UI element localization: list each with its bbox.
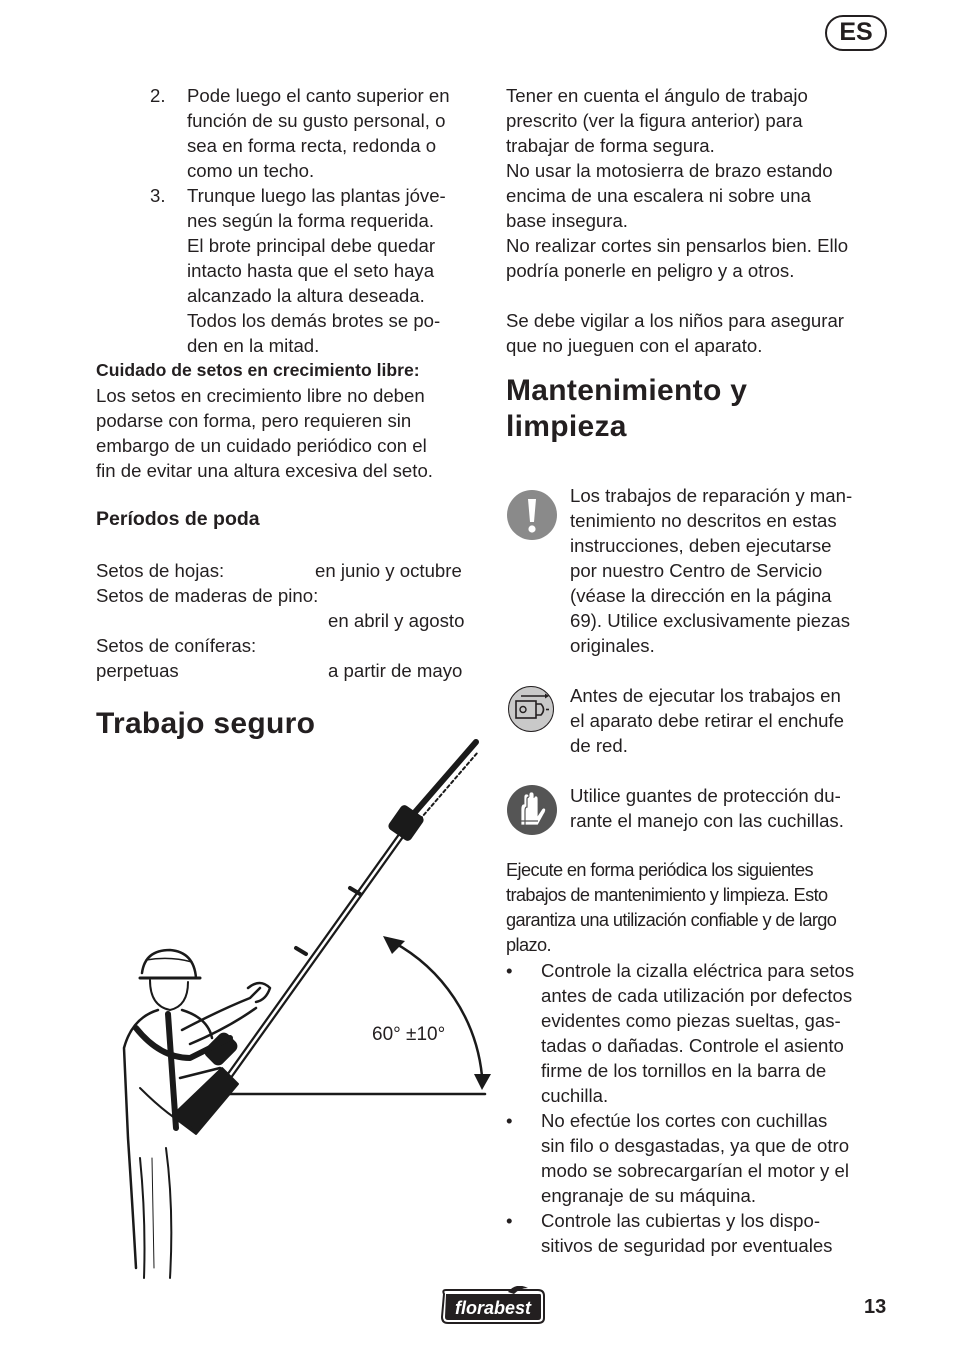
list-line: El brote principal debe quedar bbox=[187, 235, 436, 256]
free-growth-heading: Cuidado de setos en crecimiento libre: bbox=[96, 360, 420, 380]
bullet-line: evidentes como piezas sueltas, gas- bbox=[541, 1010, 841, 1031]
paragraph-line: Antes de ejecutar los trabajos en bbox=[570, 685, 841, 706]
paragraph-line: (véase la dirección en la página bbox=[570, 585, 832, 606]
paragraph-line: Los setos en crecimiento libre no deben bbox=[96, 385, 425, 406]
arc-arrowhead-bottom bbox=[474, 1074, 491, 1090]
safe-work-heading: Trabajo seguro bbox=[96, 707, 316, 740]
bullet-line: No efectúe los cortes con cuchillas bbox=[541, 1110, 828, 1131]
list-line: función de su gusto personal, o bbox=[187, 110, 446, 131]
paragraph-line: que no jueguen con el aparato. bbox=[506, 335, 763, 356]
pruning-label: Setos de coníferas: bbox=[96, 635, 257, 656]
bullet-dot: • bbox=[506, 1110, 513, 1131]
pruning-value: a partir de mayo bbox=[328, 660, 463, 681]
bullet-line: antes de cada utilización por defectos bbox=[541, 985, 853, 1006]
pruning-label: Setos de maderas de pino: bbox=[96, 585, 319, 606]
repair-note bbox=[570, 483, 890, 658]
paragraph-line: embargo de un cuidado periódico con el bbox=[96, 435, 427, 456]
paragraph-line: rante el manejo con las cuchillas. bbox=[570, 810, 844, 831]
language-badge: ES bbox=[825, 15, 887, 51]
page-number: 13 bbox=[864, 1296, 887, 1318]
bullet-item bbox=[506, 958, 891, 1108]
safe-work-text bbox=[506, 83, 891, 283]
list-number: 2. bbox=[150, 85, 166, 106]
paragraph-line: 69). Utilice exclusivamente piezas bbox=[570, 610, 851, 631]
list-number: 3. bbox=[150, 185, 166, 206]
warning-exclamation-icon bbox=[507, 490, 557, 540]
paragraph-line: No realizar cortes sin pensarlos bien. Ello bbox=[506, 235, 849, 256]
logo-text: florabest bbox=[454, 1298, 532, 1318]
list-item-3 bbox=[150, 183, 485, 358]
paragraph-line: de red. bbox=[570, 735, 628, 756]
heading-line: limpieza bbox=[506, 410, 627, 443]
maintenance-bullets bbox=[506, 958, 891, 1258]
bullet-line: tadas o dañadas. Controle el asiento bbox=[541, 1035, 844, 1056]
bullet-line: Controle la cizalla eléctrica para setos bbox=[541, 960, 855, 981]
maintenance-intro bbox=[506, 858, 891, 958]
list-line: intacto hasta que el seto haya bbox=[187, 260, 435, 281]
pruning-label: perpetuas bbox=[96, 660, 179, 681]
children-warning bbox=[506, 308, 891, 358]
paragraph-line: trabajar de forma segura. bbox=[506, 135, 715, 156]
maintenance-heading bbox=[506, 373, 891, 445]
paragraph-line: base insegura. bbox=[506, 210, 628, 231]
bullet-line: sin filo o desgastadas, ya que de otro bbox=[541, 1135, 850, 1156]
florabest-logo bbox=[438, 1286, 548, 1326]
pruning-heading: Períodos de poda bbox=[96, 508, 260, 530]
list-line: Trunque luego las plantas jóve- bbox=[187, 185, 446, 206]
bullet-dot: • bbox=[506, 1210, 513, 1231]
list-line: nes según la forma requerida. bbox=[187, 210, 435, 231]
paragraph-line: originales. bbox=[570, 635, 655, 656]
paragraph-line: trabajos de mantenimiento y limpieza. Esto bbox=[506, 885, 828, 905]
list-line: Todos los demás brotes se po- bbox=[187, 310, 441, 331]
paragraph-line: Se debe vigilar a los niños para asegurar bbox=[506, 310, 844, 331]
bullet-line: firme de los tornillos en la barra de bbox=[541, 1060, 827, 1081]
list-item-2 bbox=[150, 83, 485, 183]
paragraph-line: garantiza una utilización confiable y de largo bbox=[506, 910, 837, 930]
free-growth-section bbox=[96, 358, 486, 483]
numbered-list bbox=[150, 83, 485, 358]
bullet-item bbox=[506, 1208, 891, 1258]
bullet-line: modo se sobrecargarían el motor y el bbox=[541, 1160, 849, 1181]
arc-arrowhead-top bbox=[383, 936, 405, 954]
paragraph-line: por nuestro Centro de Servicio bbox=[570, 560, 823, 581]
paragraph-line: Los trabajos de reparación y man- bbox=[570, 485, 853, 506]
bullet-line: engranaje de su máquina. bbox=[541, 1185, 757, 1206]
paragraph-line: el aparato debe retirar el enchufe bbox=[570, 710, 844, 731]
paragraph-line: podarse con forma, pero requieren sin bbox=[96, 410, 412, 431]
paragraph-line: encima de una escalera ni sobre una bbox=[506, 185, 811, 206]
paragraph-line: Ejecute en forma periódica los siguientes bbox=[506, 860, 814, 880]
bullet-dot: • bbox=[506, 960, 513, 981]
pruning-value: en junio y octubre bbox=[315, 560, 462, 581]
bullet-line: sitivos de seguridad por eventuales bbox=[541, 1235, 833, 1256]
angle-label: 60° ±10° bbox=[372, 1024, 446, 1045]
list-line: como un techo. bbox=[187, 160, 315, 181]
gloves-note bbox=[570, 783, 890, 833]
unplug-note bbox=[570, 683, 890, 758]
pruning-label: Setos de hojas: bbox=[96, 560, 225, 581]
working-angle-illustration bbox=[110, 738, 495, 1283]
list-line: alcanzado la altura deseada. bbox=[187, 285, 425, 306]
heading-line: Mantenimiento y bbox=[506, 374, 748, 407]
paragraph-line: instrucciones, deben ejecutarse bbox=[570, 535, 832, 556]
paragraph-line: prescrito (ver la figura anterior) para bbox=[506, 110, 803, 131]
unplug-icon bbox=[508, 686, 554, 732]
list-line: den en la mitad. bbox=[187, 335, 320, 356]
paragraph-line: plazo. bbox=[506, 935, 551, 955]
pruning-value: en abril y agosto bbox=[328, 610, 465, 631]
paragraph-line: No usar la motosierra de brazo estando bbox=[506, 160, 833, 181]
paragraph-line: Utilice guantes de protección du- bbox=[570, 785, 841, 806]
gloves-icon bbox=[507, 785, 557, 835]
paragraph-line: fin de evitar una altura excesiva del seto. bbox=[96, 460, 433, 481]
paragraph-line: Tener en cuenta el ángulo de trabajo bbox=[506, 85, 808, 106]
bullet-line: cuchilla. bbox=[541, 1085, 609, 1106]
paragraph-line: tenimiento no descritos en estas bbox=[570, 510, 837, 531]
list-line: Pode luego el canto superior en bbox=[187, 85, 450, 106]
list-line: sea en forma recta, redonda o bbox=[187, 135, 437, 156]
bullet-item bbox=[506, 1108, 891, 1208]
bullet-line: Controle las cubiertas y los dispo- bbox=[541, 1210, 821, 1231]
angle-arc bbox=[393, 942, 482, 1076]
paragraph-line: podría ponerle en peligro y a otros. bbox=[506, 260, 795, 281]
